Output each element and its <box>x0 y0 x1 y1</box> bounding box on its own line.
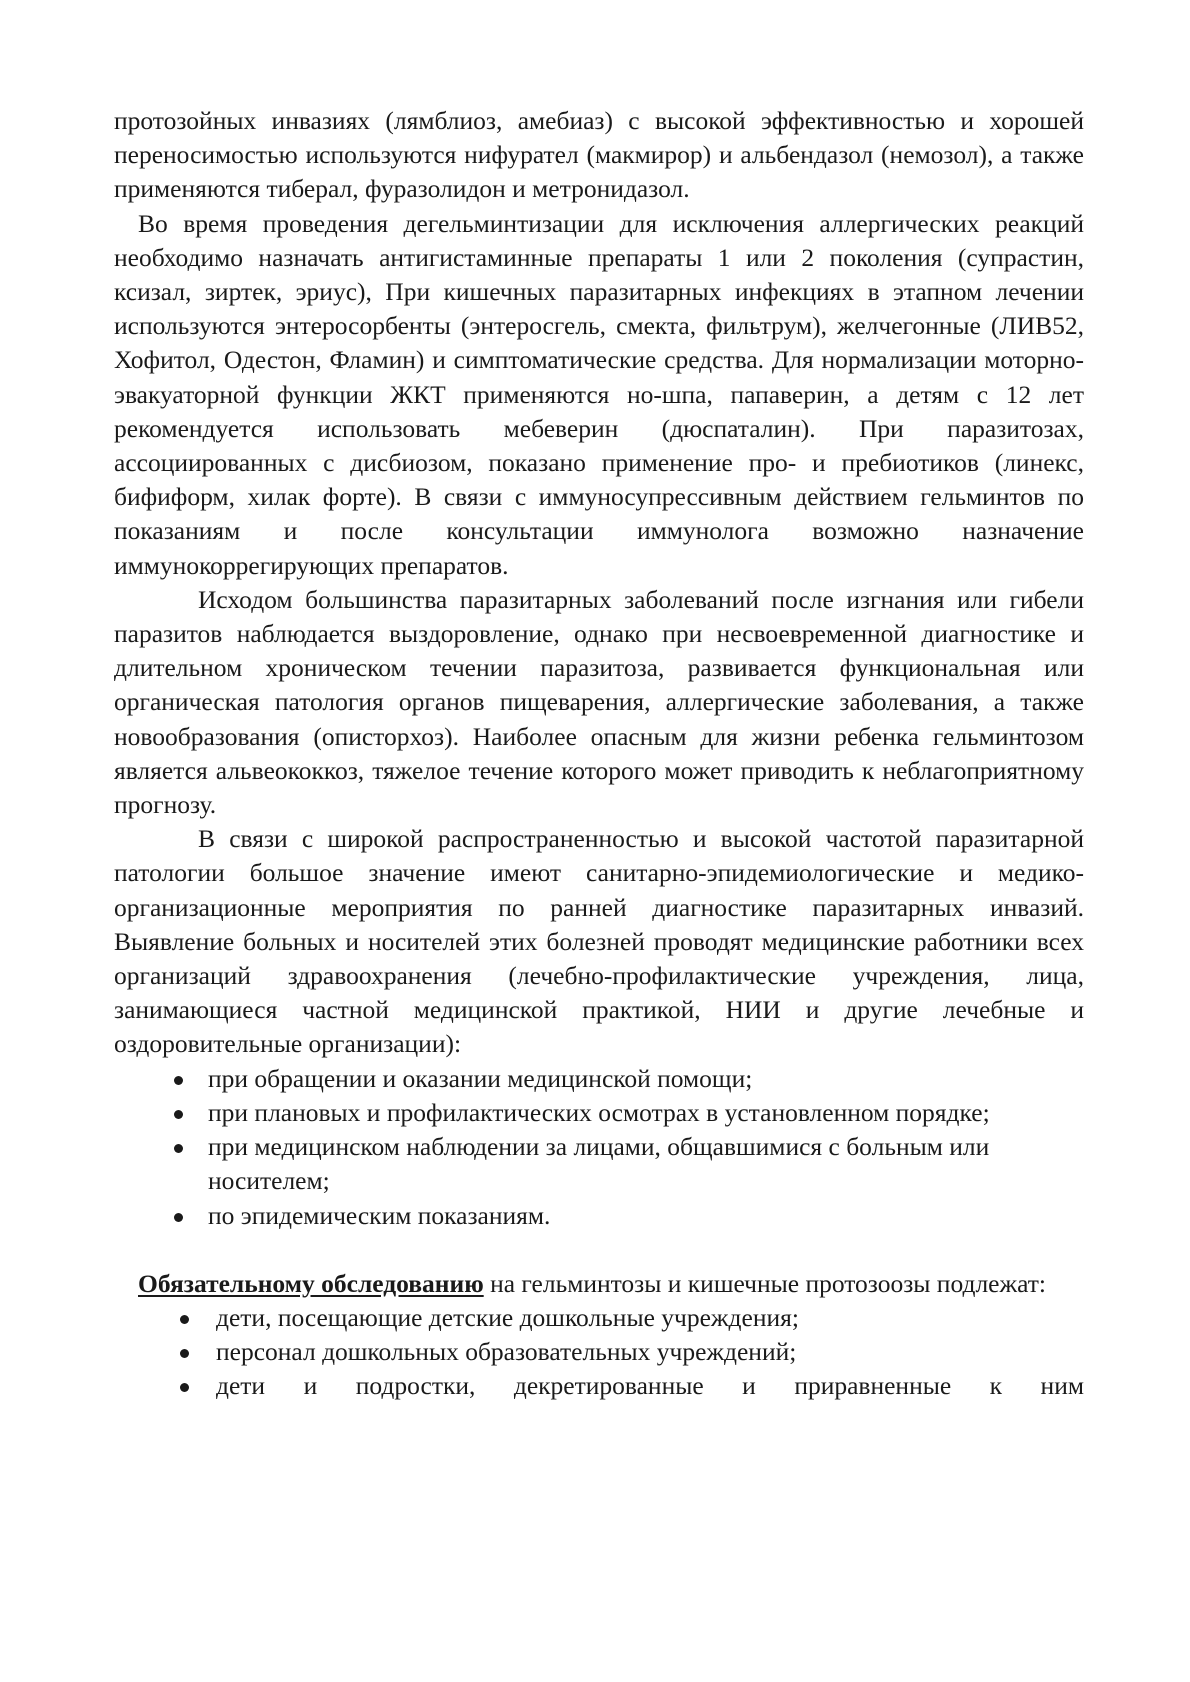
bullet-icon <box>174 1076 183 1085</box>
list-item: персонал дошкольных образовательных учреждений; <box>114 1335 1084 1369</box>
list-item: при плановых и профилактических осмотрах в установленном порядке; <box>114 1096 1084 1130</box>
list-item: по эпидемическим показаниям. <box>114 1199 1084 1233</box>
mandatory-list <box>114 1301 1084 1404</box>
bullet-icon <box>174 1213 183 1222</box>
list-item: дети и подростки, декретированные и приравненные к ним <box>114 1369 1084 1403</box>
list-item: при медицинском наблюдении за лицами, общавшимися с больным или носителем; <box>114 1130 1084 1198</box>
bullet-icon <box>180 1383 189 1392</box>
document-page <box>114 104 1084 1404</box>
paragraph-protozoan-treatment: протозойных инвазиях (лямблиоз, амебиаз) с высокой эффективностью и хорошей переносимостью используются нифурател (макмирор) и альбендазол (немозол), а также применяются тиберал, фуразолидон и метронидазол. <box>114 106 1084 204</box>
bullet-icon <box>174 1110 183 1119</box>
mandatory-examination-heading: Обязательному обследованию <box>138 1268 484 1298</box>
paragraph-mandatory-examination <box>114 1267 1084 1301</box>
paragraph-prevention: В связи с широкой распространенностью и высокой частотой паразитарной патологии большое значение имеют санитарно-эпидемиологические и медико-организационные мероприятия по ранней диагностике паразитарных инвазий. Выявление больных и носителей этих болезней проводят медицинские работники всех организаций здравоохранения (лечебно-профилактические учреждения, лица, занимающиеся частной медицинской практикой, НИИ и другие лечебные и оздоровительные организации): <box>114 824 1084 1059</box>
list-item: при обращении и оказании медицинской помощи; <box>114 1062 1084 1096</box>
mandatory-examination-text: на гельминтозы и кишечные протозоозы подлежат: <box>483 1268 1046 1298</box>
bullet-icon <box>180 1349 189 1358</box>
bullet-icon <box>180 1315 189 1324</box>
paragraph-outcome: Исходом большинства паразитарных заболеваний после изгнания или гибели паразитов наблюдается выздоровление, однако при несвоевременной диагностике и длительном хроническом течении паразитоза, развивается функциональная или органическая патология органов пищеварения, аллергические заболевания, а также новообразования (описторхоз). Наиболее опасным для жизни ребенка гельминтозом является альвеококкоз, тяжелое течение которого может приводить к неблагоприятному прогнозу. <box>114 584 1084 820</box>
list-item: дети, посещающие детские дошкольные учреждения; <box>114 1301 1084 1335</box>
bullet-icon <box>174 1144 183 1153</box>
spacer <box>114 1233 1084 1267</box>
paragraph-deworming: Во время проведения дегельминтизации для исключения аллергических реакций необходимо назначать антигистаминные препараты 1 или 2 поколения (супрастин, ксизал, зиртек, эриус), При кишечных паразитарных инфекциях в этапном лечении используются энтеросорбенты (энтеросгель, смекта, фильтрум), желчегонные (ЛИВ52, Хофитол, Одестон, Фламин) и симптоматические средства. Для нормализации моторно-эвакуаторной функции ЖКТ применяются но-шпа, папаверин, а детям с 12 лет рекомендуется использовать мебеверин (дюспаталин). При паразитозах, ассоциированных с дисбиозом, показано применение про- и пребиотиков (линекс, бифиформ, хилак форте). В связи с иммуносупрессивным действием гельминтов по показаниям и после консультации иммунолога возможно назначение иммунокоррегирующих препаратов. <box>114 208 1084 580</box>
detection-list <box>114 1062 1084 1233</box>
